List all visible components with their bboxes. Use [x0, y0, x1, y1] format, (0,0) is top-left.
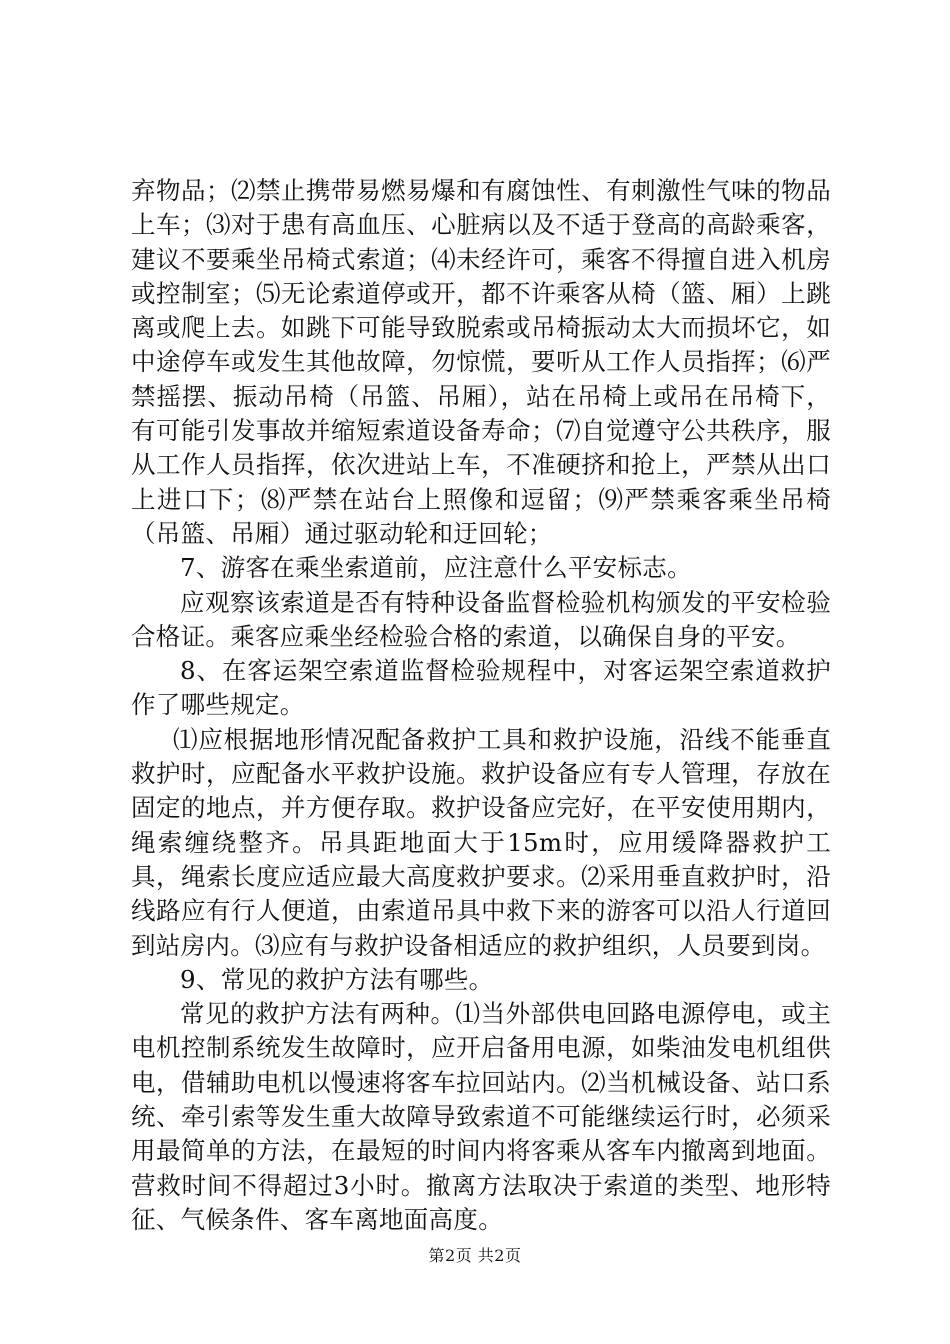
question-7-heading: 7、游客在乘坐索道前，应注意什么平安标志。: [180, 553, 692, 583]
answer-7-paragraph: 应观察该索道是否有特种设备监督检验机构颁发的平安检验合格证。乘客应乘坐经检验合格的索道，以确保自身的平安。: [131, 587, 831, 651]
question-8-heading: 8、在客运架空索道监督检验规程中，对客运架空索道救护作了哪些规定。: [131, 656, 831, 720]
page-number-footer: 第2页 共2页: [428, 1246, 522, 1265]
document-body: [131, 174, 831, 1237]
answer-8-paragraph: ⑴应根据地形情况配备救护工具和救护设施，沿线不能垂直救护时，应配备水平救护设施。救护设备应有专人管理，存放在固定的地点，并方便存取。救护设备应完好，在平安使用期内，绳索缠绕整齐。吊具距地面大于15m时，应用缓降器救护工具，绳索长度应适应最大高度救护要求。⑵采用垂直救护时，沿线路应有行人便道，由索道吊具中救下来的游客可以沿人行道回到站房内。⑶应有与救护设备相适应的救护组织，人员要到岗。: [131, 724, 831, 960]
answer-9-paragraph: 常见的救护方法有两种。⑴当外部供电回路电源停电，或主电机控制系统发生故障时，应开启备用电源，如柴油发电机组供电，借辅助电机以慢速将客车拉回站内。⑵当机械设备、站口系统、牵引索等发生重大故障导致索道不可能继续运行时，必须采用最简单的方法，在最短的时间内将客乘从客车内撤离到地面。营救时间不得超过3小时。撤离方法取决于索道的类型、地形特征、气候条件、客车离地面高度。: [131, 999, 831, 1234]
paragraph-safety-rules: 弃物品；⑵禁止携带易燃易爆和有腐蚀性、有刺激性气味的物品上车；⑶对于患有高血压、心脏病以及不适于登高的高龄乘客，建议不要乘坐吊椅式索道；⑷未经许可，乘客不得擅自进入机房或控制室；⑸无论索道停或开，都不许乘客从椅（篮、厢）上跳离或爬上去。如跳下可能导致脱索或吊椅振动太大而损坏它，如中途停车或发生其他故障，勿惊慌，要听从工作人员指挥；⑹严禁摇摆、振动吊椅（吊篮、吊厢），站在吊椅上或吊在吊椅下，有可能引发事故并缩短索道设备寿命；⑺自觉遵守公共秩序，服从工作人员指挥，依次进站上车，不准硬挤和抢上，严禁从出口上进口下；⑻严禁在站台上照像和逗留；⑼严禁乘客乘坐吊椅（吊篮、吊厢）通过驱动轮和迂回轮；: [131, 176, 831, 548]
question-9-heading: 9、常见的救护方法有哪些。: [180, 964, 494, 994]
